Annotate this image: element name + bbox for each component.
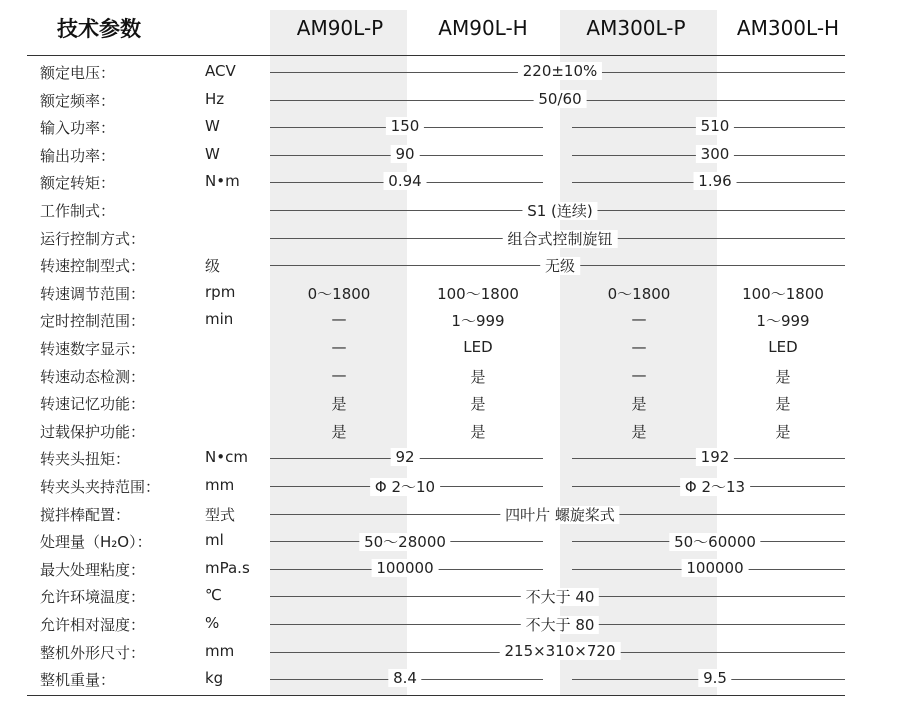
spec-value-text: 是	[465, 367, 491, 386]
spec-value-text: 100000	[371, 558, 439, 577]
spec-value	[327, 366, 352, 384]
spec-value	[522, 200, 597, 221]
unit-label: min	[205, 310, 234, 329]
spec-value-text: 不大于 80	[520, 616, 600, 634]
spec-row	[0, 500, 900, 527]
spec-row	[0, 224, 900, 251]
spec-value	[696, 448, 734, 466]
spec-value	[627, 366, 652, 384]
spec-value	[432, 283, 523, 304]
spec-value-text: 150	[385, 117, 425, 136]
spec-value	[503, 228, 618, 249]
param-label: 输出功率：	[40, 146, 116, 165]
spec-row	[0, 555, 900, 582]
spec-value-text: 四叶片 螺旋桨式	[500, 505, 620, 524]
header-divider	[27, 55, 845, 56]
unit-label: 型式	[205, 505, 236, 524]
param-label: 输入功率：	[40, 119, 116, 138]
spec-row	[0, 610, 900, 637]
spec-row	[0, 251, 900, 278]
spec-value	[752, 310, 815, 331]
spec-value-text: 510	[695, 117, 735, 136]
model-header-1: AM90L-P	[296, 16, 384, 40]
spec-value-text: 1～999	[446, 312, 510, 331]
spec-row	[0, 472, 900, 499]
spec-value	[627, 310, 652, 328]
unit-label: ℃	[205, 586, 222, 605]
param-label: 整机重量：	[40, 671, 116, 690]
spec-value-text: —	[626, 310, 652, 329]
model-header-4: AM300L-H	[736, 16, 840, 40]
unit-label: %	[205, 614, 220, 632]
param-label: 转速控制型式：	[40, 257, 146, 276]
param-label: 额定频率：	[40, 91, 116, 110]
spec-value-text: Φ 2～13	[680, 478, 750, 496]
spec-value	[627, 393, 652, 414]
param-label: 过载保护功能：	[40, 422, 146, 441]
spec-value	[500, 504, 619, 525]
spec-value-text: 是	[465, 395, 491, 414]
param-label: 转速动态检测：	[40, 367, 146, 386]
unit-label: ml	[205, 531, 224, 550]
spec-value	[696, 117, 734, 135]
spec-value-text: 50～60000	[669, 533, 761, 552]
spec-value-text: 50～28000	[359, 533, 451, 552]
spec-row	[0, 196, 900, 223]
spec-row	[0, 389, 900, 416]
param-label: 允许环境温度：	[40, 588, 146, 607]
unit-label: ACV	[205, 62, 236, 80]
spec-row	[0, 417, 900, 444]
param-label: 整机外形尺寸：	[40, 643, 146, 662]
spec-value-text: 组合式控制旋钮	[502, 229, 618, 248]
spec-value	[771, 366, 796, 387]
spec-value	[521, 614, 599, 635]
unit-label: mm	[205, 641, 235, 660]
spec-value-text: 100～1800	[432, 284, 524, 303]
spec-value-text: 300	[695, 144, 735, 163]
unit-label: kg	[205, 669, 224, 688]
spec-value-text: 是	[770, 367, 796, 386]
spec-value-text: 8.4	[388, 669, 422, 688]
spec-row	[0, 306, 900, 333]
spec-row	[0, 334, 900, 361]
spec-value	[771, 393, 796, 414]
spec-value	[518, 62, 602, 80]
spec-value-text: 是	[626, 422, 652, 441]
spec-value	[698, 669, 731, 687]
param-label: 额定转矩：	[40, 174, 116, 193]
spec-value	[327, 310, 352, 328]
spec-row	[0, 665, 900, 692]
spec-value	[534, 90, 587, 108]
spec-row	[0, 582, 900, 609]
spec-value	[388, 669, 421, 687]
param-label: 处理量（H₂O）：	[40, 533, 152, 552]
spec-value	[303, 283, 375, 304]
param-label: 转速调节范围：	[40, 284, 146, 303]
unit-label: rpm	[205, 282, 236, 301]
spec-value-text: Φ 2～10	[370, 478, 440, 496]
footer-divider	[27, 695, 845, 696]
unit-label: mPa.s	[205, 558, 250, 577]
spec-row	[0, 444, 900, 471]
spec-value-text: —	[326, 365, 352, 384]
spec-value-text: LED	[763, 338, 803, 356]
spec-value-text: 100000	[681, 558, 749, 577]
unit-label: W	[205, 117, 220, 136]
unit-label: 级	[205, 257, 221, 276]
spec-value-text: —	[326, 310, 352, 329]
spec-value-text: 不大于 40	[520, 588, 600, 607]
spec-value-text: 0.94	[383, 172, 427, 191]
spec-row	[0, 113, 900, 140]
spec-value-text: —	[626, 338, 652, 356]
spec-value	[627, 338, 652, 356]
spec-value	[466, 393, 491, 414]
spec-value	[466, 366, 491, 387]
spec-value-text: 无级	[540, 257, 580, 276]
spec-value-text: —	[326, 338, 352, 356]
spec-value-text: 1.96	[693, 172, 737, 191]
unit-label: Hz	[205, 89, 225, 108]
spec-value	[764, 338, 803, 356]
spec-value	[391, 145, 420, 163]
model-header-2: AM90L-H	[438, 16, 528, 40]
unit-label: W	[205, 144, 220, 163]
param-label: 运行控制方式：	[40, 229, 146, 248]
spec-value	[669, 531, 760, 552]
spec-value-text: 是	[326, 422, 352, 441]
spec-value	[327, 393, 352, 414]
spec-value	[386, 117, 424, 135]
model-header-3: AM300L-P	[586, 16, 686, 40]
param-label: 最大处理粘度：	[40, 560, 146, 579]
spec-value	[391, 448, 420, 466]
spec-value-text: 0～1800	[602, 284, 676, 303]
spec-value	[627, 421, 652, 442]
unit-label: N•cm	[205, 448, 248, 467]
param-label: 搅拌棒配置：	[40, 505, 131, 524]
spec-value-text: 9.5	[698, 669, 732, 688]
spec-value	[372, 559, 439, 577]
spec-value	[359, 531, 450, 552]
spec-value-text: 220±10%	[517, 62, 603, 80]
spec-row	[0, 141, 900, 168]
spec-value-text: S1 (连续)	[522, 202, 598, 220]
spec-value-text: 100～1800	[737, 284, 829, 303]
spec-value	[694, 172, 737, 190]
spec-row	[0, 527, 900, 554]
spec-value	[682, 559, 749, 577]
spec-value-text: 92	[390, 448, 420, 467]
spec-value-text: 是	[770, 395, 796, 414]
spec-value	[459, 338, 498, 356]
param-label: 定时控制范围：	[40, 312, 146, 331]
unit-label: mm	[205, 476, 235, 494]
spec-row	[0, 86, 900, 113]
spec-value	[603, 283, 675, 304]
spec-row	[0, 279, 900, 306]
spec-value-text: 是	[326, 395, 352, 414]
spec-value	[447, 310, 510, 331]
spec-value	[500, 642, 621, 660]
spec-value-text: 是	[770, 422, 796, 441]
param-label: 工作制式：	[40, 202, 116, 220]
param-label: 转速数字显示：	[40, 340, 146, 358]
spec-row	[0, 168, 900, 195]
spec-value	[540, 255, 580, 276]
spec-value-text: 90	[390, 144, 420, 163]
spec-value	[466, 421, 491, 442]
spec-value	[370, 476, 440, 497]
spec-row	[0, 58, 900, 85]
unit-label: N•m	[205, 172, 240, 191]
spec-value-text: 1～999	[751, 312, 815, 331]
spec-value-text: 192	[695, 448, 735, 467]
spec-value	[737, 283, 828, 304]
spec-row	[0, 362, 900, 389]
section-title: 技术参数	[57, 17, 141, 41]
spec-value	[384, 172, 427, 190]
spec-value-text: 是	[626, 395, 652, 414]
spec-value-text: 215×310×720	[499, 641, 621, 660]
param-label: 转速记忆功能：	[40, 395, 146, 414]
param-label: 转夹头夹持范围：	[40, 478, 161, 496]
spec-row	[0, 638, 900, 665]
spec-value	[327, 421, 352, 442]
spec-value	[696, 145, 734, 163]
spec-value-text: LED	[458, 338, 498, 356]
spec-value-text: 0～1800	[302, 284, 376, 303]
param-label: 允许相对湿度：	[40, 616, 146, 634]
spec-value-text: 50/60	[533, 89, 587, 108]
spec-value	[680, 476, 750, 497]
spec-value-text: —	[626, 365, 652, 384]
param-label: 转夹头扭矩：	[40, 450, 131, 469]
spec-value	[521, 586, 599, 607]
spec-value	[771, 421, 796, 442]
spec-value-text: 是	[465, 422, 491, 441]
spec-value	[327, 338, 352, 356]
param-label: 额定电压：	[40, 64, 116, 82]
